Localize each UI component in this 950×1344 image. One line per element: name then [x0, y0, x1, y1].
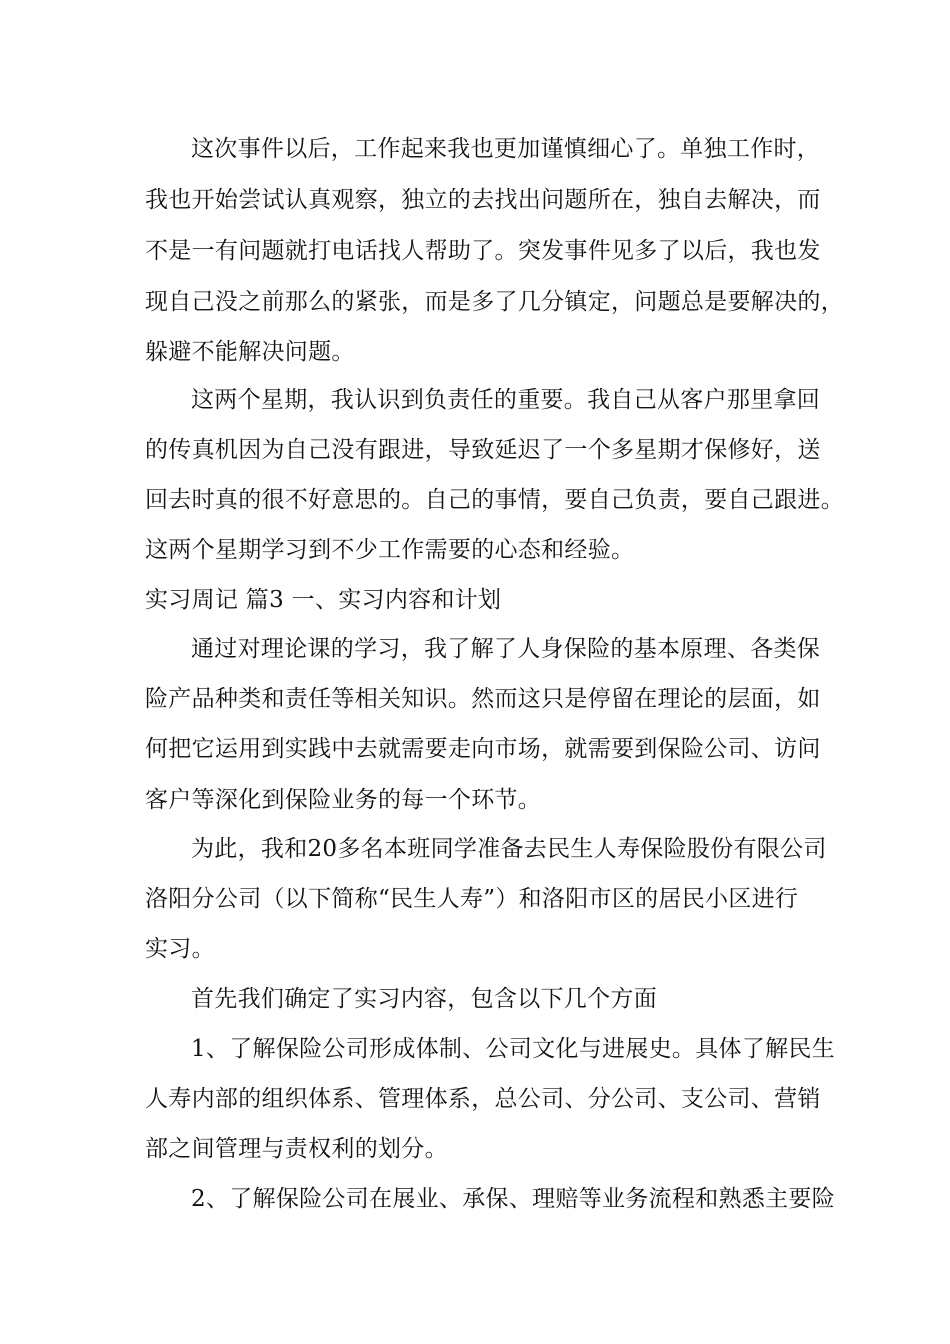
paragraph-line: 为此，我和20多名本班同学准备去民生人寿保险股份有限公司: [191, 836, 827, 862]
paragraph-line: 客户等深化到保险业务的每一个环节。: [145, 787, 542, 813]
paragraph-line: 险产品种类和责任等相关知识。然而这只是停留在理论的层面，如: [145, 686, 821, 712]
paragraph-line: 的传真机因为自己没有跟进，导致延迟了一个多星期才保修好，送: [145, 437, 821, 463]
paragraph-line: 不是一有问题就打电话找人帮助了。突发事件见多了以后，我也发: [145, 238, 821, 264]
list-item-line: 部之间管理与责权利的划分。: [145, 1136, 448, 1162]
paragraph-line: 躲避不能解决问题。: [145, 339, 355, 365]
paragraph-line: 何把它运用到实践中去就需要走向市场，就需要到保险公司、访问: [145, 736, 821, 762]
paragraph-line: 首先我们确定了实习内容，包含以下几个方面: [191, 986, 657, 1012]
paragraph-line: 洛阳分公司（以下简称“民生人寿”）和洛阳市区的居民小区进行: [145, 886, 799, 912]
paragraph-line: 这两个星期，我认识到负责任的重要。我自己从客户那里拿回: [191, 387, 821, 413]
paragraph-line: 现自己没之前那么的紧张，而是多了几分镇定，问题总是要解决的，: [145, 289, 844, 315]
paragraph-line: 这次事件以后，工作起来我也更加谨慎细心了。单独工作时，: [191, 136, 821, 162]
list-item-line: 2、了解保险公司在展业、承保、理赔等业务流程和熟悉主要险: [191, 1186, 836, 1212]
list-item-line: 1、了解保险公司形成体制、公司文化与进展史。具体了解民生: [191, 1036, 836, 1062]
paragraph-line: 回去时真的很不好意思的。自己的事情，要自己负责，要自己跟进。: [145, 487, 844, 513]
paragraph-line: 我也开始尝试认真观察，独立的去找出问题所在，独自去解决，而: [145, 187, 821, 213]
paragraph-line: 通过对理论课的学习，我了解了人身保险的基本原理、各类保: [191, 636, 821, 662]
paragraph-line: 这两个星期学习到不少工作需要的心态和经验。: [145, 537, 635, 563]
paragraph-line: 实习。: [145, 936, 215, 962]
list-item-line: 人寿内部的组织体系、管理体系，总公司、分公司、支公司、营销: [145, 1086, 821, 1112]
section-heading: 实习周记 篇3 一、实习内容和计划: [145, 587, 502, 613]
